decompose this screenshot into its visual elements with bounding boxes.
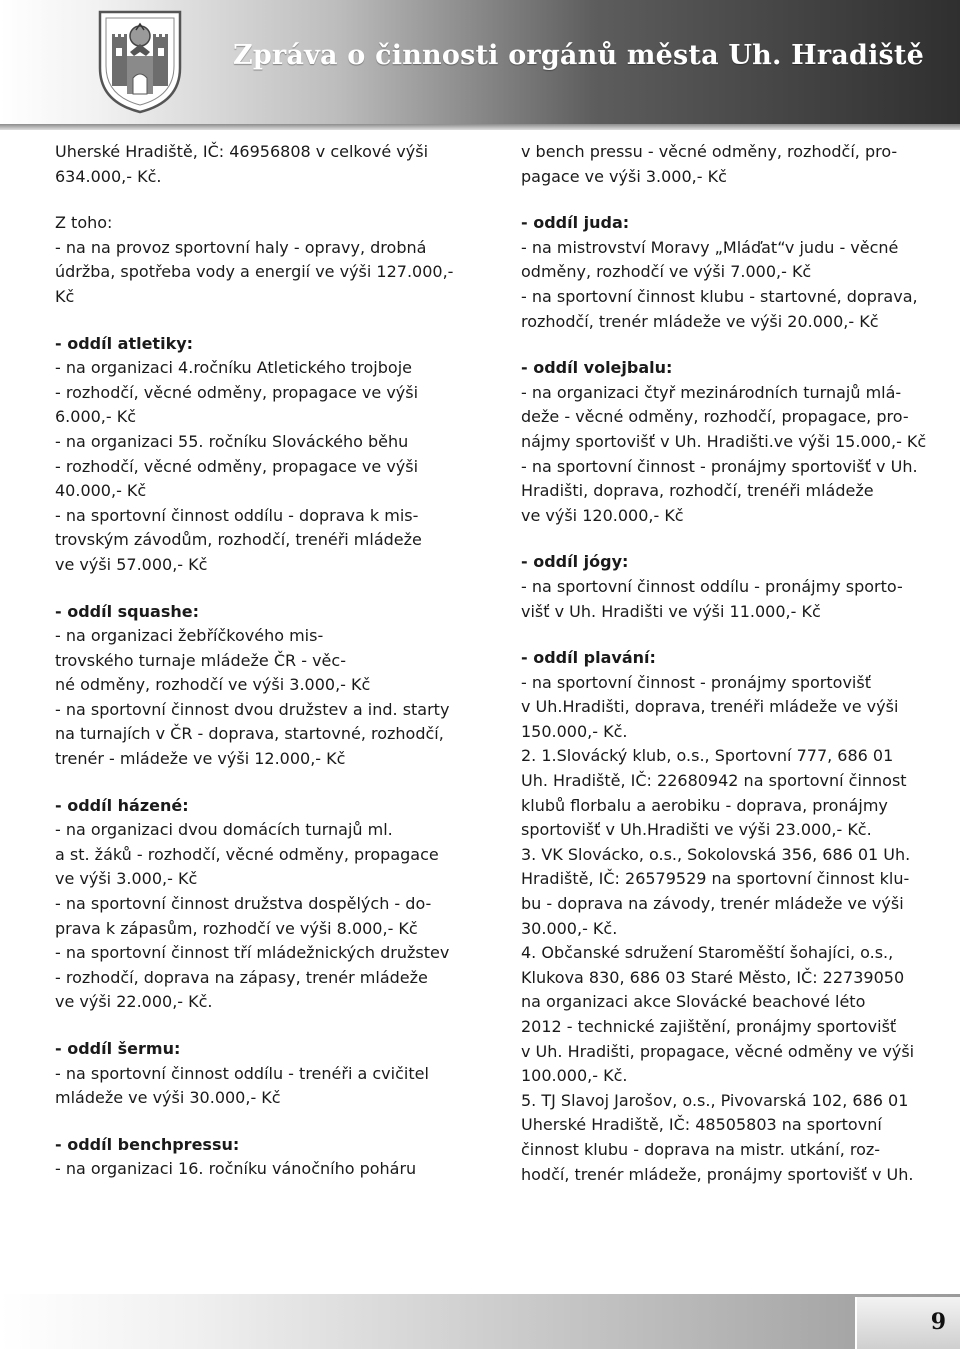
text-line: v Uh. Hradišti, propagace, věcné odměny ve výši	[521, 1041, 915, 1061]
text-line: - na na provoz sportovní haly - opravy, drobná	[55, 237, 427, 257]
paragraph-gap	[55, 1015, 489, 1037]
text-line: - na sportovní činnost - pronájmy sportovišť	[521, 672, 871, 692]
text-line: Kč	[55, 286, 75, 306]
section-heading: - oddíl volejbalu:	[521, 358, 673, 378]
paragraph-gap	[521, 334, 955, 356]
text-line: Uh. Hradiště, IČ: 22680942 na sportovní činnost	[521, 771, 907, 791]
text-line: - na organizaci 16. ročníku vánočního poháru	[55, 1159, 417, 1179]
text-line: - na organizaci žebříčkového mis-	[55, 626, 324, 646]
text-line: na turnajích v ČR - doprava, startovné, rozhodčí,	[55, 724, 444, 744]
section-heading: - oddíl atletiky:	[55, 333, 194, 353]
text-line: 2012 - technické zajištění, pronájmy sportovišť	[521, 1017, 897, 1036]
text-line: - na sportovní činnost oddílu - trenéři a cvičitel	[55, 1063, 429, 1083]
footer-band	[0, 1294, 960, 1349]
text-line: deže - věcné odměny, rozhodčí, propagace, pro-	[521, 407, 909, 427]
text-line: - na mistrovství Moravy „Mláďat“v judu - věcné	[521, 237, 899, 257]
text-line: hodčí, trenér mládeže, pronájmy sportovišť v Uh.	[521, 1164, 914, 1184]
section-heading: - oddíl jógy:	[521, 552, 629, 572]
text-line: ve výši 120.000,- Kč	[521, 505, 684, 525]
text-line: 4. Občanské sdružení Staroměští šohajíci, o.s.,	[521, 943, 894, 963]
text-line: - rozhodčí, věcné odměny, propagace ve výši	[55, 456, 419, 476]
text-line: - na organizaci dvou domácích turnajů ml.	[55, 820, 393, 840]
text-line: - na organizaci 55. ročníku Slováckého běhu	[55, 431, 409, 451]
text-line: Z toho:	[55, 213, 113, 233]
text-line: - na organizaci 4.ročníku Atletického trojboje	[55, 358, 412, 378]
paragraph-gap	[55, 310, 489, 332]
text-line: - rozhodčí, doprava na zápasy, trenér mládeže	[55, 967, 428, 987]
text-line: 6.000,- Kč	[55, 407, 137, 427]
page-title: Zpráva o činnosti orgánů města Uh. Hradiště	[233, 40, 924, 71]
text-line: pagace ve výši 3.000,- Kč	[521, 166, 727, 186]
text-line: Hradišti, doprava, rozhodčí, trenéři mládeže	[521, 481, 874, 501]
text-line: prava k zápasům, rozhodčí ve výši 8.000,- Kč	[55, 918, 418, 938]
text-line: 100.000,- Kč.	[521, 1066, 628, 1086]
text-line: - na sportovní činnost družstva dospělých - do-	[55, 894, 432, 914]
text-line: trovského turnaje mládeže ČR - věc-	[55, 650, 346, 670]
city-coat-of-arms-icon	[92, 6, 188, 116]
text-line: v Uh.Hradišti, doprava, trenéři mládeže ve výši	[521, 697, 899, 717]
section-heading: - oddíl juda:	[521, 213, 630, 233]
text-line: ve výši 3.000,- Kč	[55, 869, 198, 889]
text-line: Klukova 830, 686 03 Staré Město, IČ: 22739050	[521, 967, 905, 987]
section-heading: - oddíl squashe:	[55, 601, 199, 621]
text-line: 150.000,- Kč.	[521, 721, 628, 741]
text-line: Hradiště, IČ: 26579529 na sportovní činnost klu-	[521, 869, 910, 889]
paragraph-gap	[55, 578, 489, 600]
text-line: údržba, spotřeba vody a energií ve výši 127.000,-	[55, 262, 454, 282]
paragraph-gap	[521, 528, 955, 550]
text-line: - na sportovní činnost oddílu - doprava k mis-	[55, 505, 419, 525]
text-line: trenér - mládeže ve výši 12.000,- Kč	[55, 749, 346, 769]
paragraph-gap	[521, 624, 955, 646]
text-line: mládeže ve výši 30.000,- Kč	[55, 1088, 281, 1108]
text-line: Uherské Hradiště, IČ: 48505803 na sportovní	[521, 1115, 882, 1135]
text-line: v bench pressu - věcné odměny, rozhodčí, pro-	[521, 142, 898, 161]
paragraph-gap	[55, 772, 489, 794]
text-line: 5. TJ Slavoj Jarošov, o.s., Pivovarská 102, 686 01	[521, 1090, 909, 1110]
text-line: nájmy sportovišť v Uh. Hradišti.ve výši 15.000,- Kč	[521, 431, 927, 451]
text-line: 2. 1.Slovácký klub, o.s., Sportovní 777, 686 01	[521, 746, 894, 766]
text-line: - na organizaci čtyř mezinárodních turnajů mlá-	[521, 382, 902, 402]
text-line: ve výši 57.000,- Kč	[55, 554, 208, 574]
right-column	[521, 140, 955, 1187]
header-shadow	[0, 124, 960, 130]
paragraph-gap	[55, 189, 489, 211]
text-line: odměny, rozhodčí ve výši 7.000,- Kč	[521, 262, 812, 282]
page-number-box	[855, 1297, 960, 1349]
page-number: 9	[930, 1309, 946, 1335]
text-line: - na sportovní činnost klubu - startovné, doprava,	[521, 286, 918, 306]
text-line: klubů florbalu a aerobiku - doprava, pronájmy	[521, 795, 888, 815]
text-line: višť v Uh. Hradišti ve výši 11.000,- Kč	[521, 601, 821, 621]
text-line: ve výši 22.000,- Kč.	[55, 992, 213, 1012]
text-line: na organizaci akce Slovácké beachové léto	[521, 992, 866, 1012]
text-line: 30.000,- Kč.	[521, 918, 618, 938]
text-line: Uherské Hradiště, IČ: 46956808 v celkové výši	[55, 142, 429, 161]
text-line: - na sportovní činnost - pronájmy sportovišť v Uh.	[521, 456, 918, 476]
text-line: 40.000,- Kč	[55, 481, 147, 501]
left-column	[55, 140, 489, 1182]
text-line: - na sportovní činnost dvou družstev a ind. starty	[55, 699, 450, 719]
text-line: né odměny, rozhodčí ve výši 3.000,- Kč	[55, 675, 371, 695]
text-line: bu - doprava na závody, trenér mládeže ve výši	[521, 894, 904, 914]
paragraph-gap	[55, 1111, 489, 1133]
text-line: trovským závodům, rozhodčí, trenéři mládeže	[55, 530, 422, 550]
text-line: rozhodčí, trenér mládeže ve výši 20.000,- Kč	[521, 311, 879, 331]
text-line: 634.000,- Kč.	[55, 166, 162, 186]
text-line: činnost klubu - doprava na mistr. utkání, roz-	[521, 1139, 881, 1159]
section-heading: - oddíl házené:	[55, 795, 189, 815]
text-line: a st. žáků - rozhodčí, věcné odměny, propagace	[55, 844, 439, 864]
text-line: - na sportovní činnost oddílu - pronájmy sporto-	[521, 576, 903, 596]
text-line: - rozhodčí, věcné odměny, propagace ve výši	[55, 382, 419, 402]
section-heading: - oddíl benchpressu:	[55, 1134, 240, 1154]
text-line: sportovišť v Uh.Hradišti ve výši 23.000,- Kč.	[521, 820, 872, 840]
text-line: - na sportovní činnost tří mládežnických družstev	[55, 943, 450, 963]
paragraph-gap	[521, 189, 955, 211]
section-heading: - oddíl plavání:	[521, 648, 656, 668]
text-line: 3. VK Slovácko, o.s., Sokolovská 356, 686 01 Uh.	[521, 844, 911, 864]
section-heading: - oddíl šermu:	[55, 1039, 181, 1058]
